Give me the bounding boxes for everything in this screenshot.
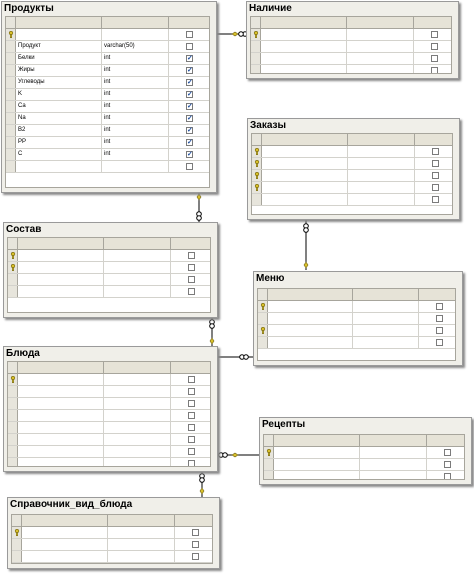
column-row[interactable]: [252, 146, 452, 158]
column-row[interactable]: [12, 527, 212, 539]
primary-key-icon: [254, 172, 260, 179]
key-end-icon: [200, 488, 204, 494]
columns-grid: [5, 16, 210, 188]
columns-grid: [7, 237, 211, 313]
column-row[interactable]: [6, 113, 209, 125]
primary-key-icon: [260, 327, 266, 334]
column-row[interactable]: [6, 65, 209, 77]
allow-nulls-checkbox[interactable]: [436, 327, 443, 334]
allow-nulls-checkbox[interactable]: [188, 424, 195, 431]
column-name: Жиры: [18, 67, 35, 73]
column-type: int: [104, 55, 111, 61]
primary-key-icon: [266, 449, 272, 456]
allow-nulls-checkbox[interactable]: [432, 148, 439, 155]
infinity-end-icon: [244, 355, 249, 360]
columns-grid: [250, 16, 452, 74]
table-sostav[interactable]: [3, 222, 218, 318]
allow-nulls-checkbox[interactable]: [192, 529, 199, 536]
allow-nulls-checkbox[interactable]: [431, 31, 438, 38]
column-row[interactable]: [8, 374, 210, 386]
column-row[interactable]: [258, 301, 455, 313]
allow-nulls-checkbox[interactable]: ✓: [187, 67, 193, 74]
columns-grid: [251, 133, 453, 215]
column-name: Продукт: [18, 43, 41, 49]
key-end-icon: [232, 453, 238, 457]
allow-nulls-checkbox[interactable]: ✓: [187, 139, 193, 146]
allow-nulls-checkbox[interactable]: [444, 449, 451, 456]
primary-key-icon: [8, 31, 14, 38]
allow-nulls-checkbox[interactable]: ✓: [187, 115, 193, 122]
table-nalichie[interactable]: [246, 1, 459, 79]
column-type: int: [104, 127, 111, 133]
primary-key-icon: [254, 184, 260, 191]
key-end-icon: [210, 338, 214, 344]
allow-nulls-checkbox[interactable]: [431, 55, 438, 62]
column-row[interactable]: [8, 446, 210, 458]
primary-key-icon: [254, 160, 260, 167]
table-produkty[interactable]: [1, 1, 217, 193]
allow-nulls-checkbox[interactable]: [192, 541, 199, 548]
table-title: Блюда: [6, 348, 40, 359]
column-type: int: [104, 91, 111, 97]
columns-grid: [7, 361, 211, 467]
column-row[interactable]: [264, 459, 464, 471]
infinity-end-icon: [210, 324, 215, 329]
allow-nulls-checkbox[interactable]: ✓: [187, 91, 193, 98]
column-row[interactable]: [8, 386, 210, 398]
allow-nulls-checkbox[interactable]: [188, 460, 195, 467]
allow-nulls-checkbox[interactable]: [188, 388, 195, 395]
table-title: Состав: [6, 224, 42, 235]
allow-nulls-checkbox[interactable]: [436, 315, 443, 322]
column-name: B2: [18, 127, 26, 133]
table-spravochnik-vid-blyuda[interactable]: [7, 497, 220, 569]
key-end-icon: [197, 194, 201, 200]
column-row[interactable]: [258, 325, 455, 337]
columns-grid: [263, 434, 465, 480]
primary-key-icon: [10, 264, 16, 271]
allow-nulls-checkbox[interactable]: [188, 288, 195, 295]
column-row[interactable]: [264, 447, 464, 459]
allow-nulls-checkbox[interactable]: [186, 163, 193, 170]
key-end-icon: [232, 32, 238, 36]
table-title: Заказы: [250, 120, 287, 131]
infinity-end-icon: [223, 453, 228, 458]
allow-nulls-checkbox[interactable]: [186, 43, 193, 50]
column-row[interactable]: [251, 53, 451, 65]
column-name: Белки: [18, 55, 35, 61]
column-name: Na: [18, 115, 26, 121]
primary-key-icon: [253, 31, 259, 38]
column-type: int: [104, 67, 111, 73]
table-title: Справочник_вид_блюда: [10, 499, 133, 510]
column-type: int: [104, 79, 111, 85]
table-menu[interactable]: [253, 271, 463, 366]
column-row[interactable]: [8, 458, 210, 467]
key-end-icon: [304, 262, 308, 268]
allow-nulls-checkbox[interactable]: [431, 67, 438, 74]
column-row[interactable]: [6, 29, 209, 41]
allow-nulls-checkbox[interactable]: [432, 160, 439, 167]
allow-nulls-checkbox[interactable]: [436, 339, 443, 346]
allow-nulls-checkbox[interactable]: ✓: [187, 127, 193, 134]
allow-nulls-checkbox[interactable]: [188, 276, 195, 283]
allow-nulls-checkbox[interactable]: ✓: [187, 55, 193, 62]
allow-nulls-checkbox[interactable]: [444, 473, 451, 480]
infinity-end-icon: [304, 228, 309, 233]
column-type: int: [104, 103, 111, 109]
table-title: Продукты: [4, 3, 54, 14]
column-row[interactable]: [252, 182, 452, 194]
column-type: int: [104, 115, 111, 121]
infinity-end-icon: [200, 478, 205, 483]
allow-nulls-checkbox[interactable]: [188, 436, 195, 443]
allow-nulls-checkbox[interactable]: ✓: [187, 79, 193, 86]
column-row[interactable]: [6, 161, 209, 173]
table-recepty[interactable]: [259, 417, 472, 485]
column-type: int: [104, 139, 111, 145]
column-row[interactable]: [252, 170, 452, 182]
allow-nulls-checkbox[interactable]: ✓: [187, 103, 193, 110]
column-row[interactable]: [6, 89, 209, 101]
column-row[interactable]: [6, 137, 209, 149]
allow-nulls-checkbox[interactable]: [188, 376, 195, 383]
allow-nulls-checkbox[interactable]: ✓: [187, 151, 193, 158]
primary-key-icon: [10, 376, 16, 383]
column-name: C: [18, 151, 23, 157]
column-row[interactable]: [8, 262, 210, 274]
allow-nulls-checkbox[interactable]: [192, 553, 199, 560]
column-row[interactable]: [8, 410, 210, 422]
column-row[interactable]: [6, 77, 209, 89]
column-row[interactable]: [8, 286, 210, 298]
column-row[interactable]: [258, 337, 455, 349]
infinity-end-icon: [197, 216, 202, 221]
column-row[interactable]: [8, 422, 210, 434]
allow-nulls-checkbox[interactable]: [188, 412, 195, 419]
allow-nulls-checkbox[interactable]: [436, 303, 443, 310]
column-row[interactable]: [12, 551, 212, 563]
column-name: Углеводы: [18, 79, 45, 85]
primary-key-icon: [14, 529, 20, 536]
column-row[interactable]: [8, 398, 210, 410]
column-row[interactable]: [6, 149, 209, 161]
column-name: PP: [18, 139, 27, 145]
allow-nulls-checkbox[interactable]: [432, 196, 439, 203]
allow-nulls-checkbox[interactable]: [186, 31, 193, 38]
primary-key-icon: [254, 148, 260, 155]
column-row[interactable]: [12, 539, 212, 551]
primary-key-icon: [10, 252, 16, 259]
column-row[interactable]: [8, 434, 210, 446]
table-zakazy[interactable]: [247, 118, 460, 220]
column-row[interactable]: [252, 158, 452, 170]
primary-key-icon: [260, 303, 266, 310]
allow-nulls-checkbox[interactable]: [188, 448, 195, 455]
column-type: varchar(50): [104, 43, 135, 49]
column-row[interactable]: [8, 250, 210, 262]
column-row[interactable]: [251, 65, 451, 74]
allow-nulls-checkbox[interactable]: [188, 252, 195, 259]
column-row[interactable]: [251, 29, 451, 41]
column-row[interactable]: [6, 125, 209, 137]
column-row[interactable]: [6, 41, 209, 53]
column-type: int: [104, 151, 111, 157]
row-selector[interactable]: [6, 29, 16, 40]
column-name: K: [18, 91, 23, 97]
table-title: Наличие: [249, 3, 292, 14]
allow-nulls-checkbox[interactable]: [444, 461, 451, 468]
columns-grid: [257, 288, 456, 361]
table-title: Меню: [256, 273, 285, 284]
column-row[interactable]: [252, 194, 452, 206]
column-row[interactable]: [6, 101, 209, 113]
allow-nulls-checkbox[interactable]: [432, 184, 439, 191]
allow-nulls-checkbox[interactable]: [432, 172, 439, 179]
column-row[interactable]: [251, 41, 451, 53]
allow-nulls-checkbox[interactable]: [188, 400, 195, 407]
infinity-end-icon: [239, 32, 244, 37]
columns-grid: [11, 514, 213, 564]
column-row[interactable]: [264, 471, 464, 480]
allow-nulls-checkbox[interactable]: [188, 264, 195, 271]
column-row[interactable]: [8, 274, 210, 286]
table-title: Рецепты: [262, 419, 306, 430]
column-row[interactable]: [258, 313, 455, 325]
column-row[interactable]: [6, 53, 209, 65]
column-name: Ca: [18, 103, 26, 109]
table-blyuda[interactable]: [3, 346, 218, 472]
allow-nulls-checkbox[interactable]: [431, 43, 438, 50]
